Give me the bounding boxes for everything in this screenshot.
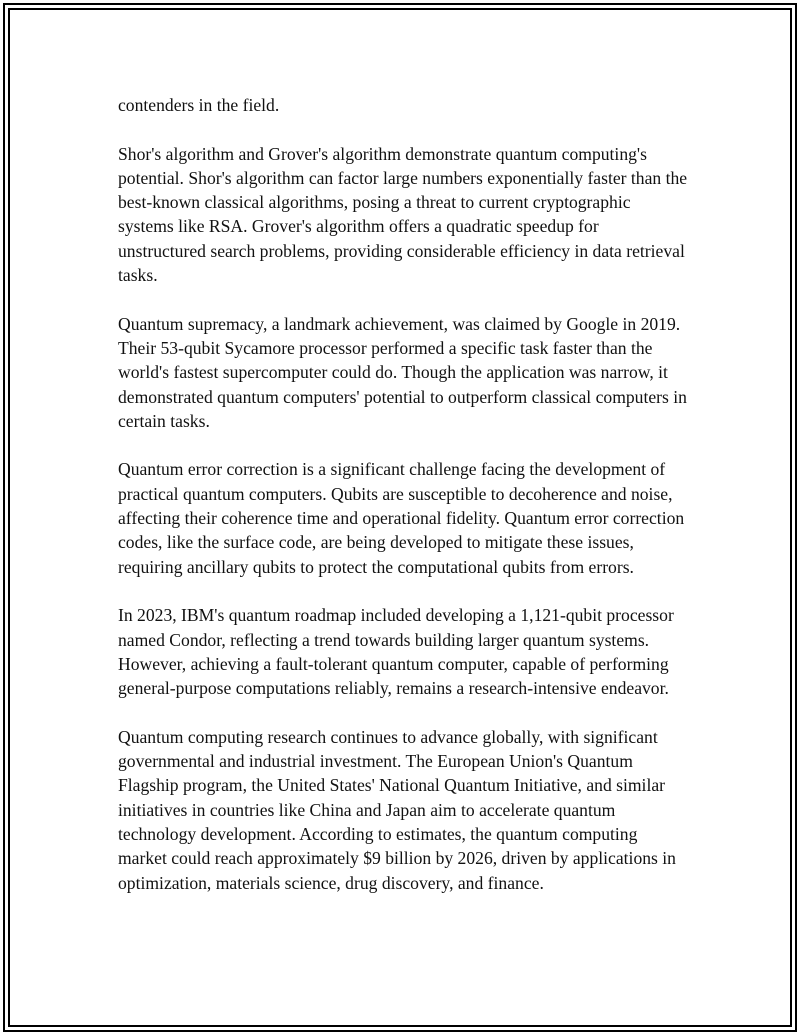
- paragraph-supremacy: Quantum supremacy, a landmark achievement, was claimed by Google in 2019. Their 53-qubit Sycamore processor performed a specific task faster than the world's fastest supercomputer could do. Though the application was narrow, it demonstrated quantum computers' potential to outperform classical computers in certain tasks.: [118, 313, 687, 431]
- document-body: [118, 93, 690, 919]
- paragraph-ibm-roadmap: In 2023, IBM's quantum roadmap included developing a 1,121-qubit processor named Condor, reflecting a trend towards building larger quantum systems. However, achieving a fault-tolerant quantum computer, capable of performing general-purpose computations reliably, remains a research-intensive endeavor.: [118, 605, 674, 699]
- paragraph-algorithms: Shor's algorithm and Grover's algorithm demonstrate quantum computing's potential. Shor's algorithm can factor large numbers exponentially faster than the best-known classical algorithms, posing a threat to current cryptographic systems like RSA. Grover's algorithm offers a quadratic speedup for unstructured search problems, providing considerable efficiency in data retrieval tasks.: [118, 143, 688, 286]
- paragraph-error-correction: Quantum error correction is a significant challenge facing the development of practical quantum computers. Qubits are susceptible to decoherence and noise, affecting their coherence time and operational fidelity. Quantum error correction codes, like the surface code, are being developed to mitigate these issues, requiring ancillary qubits to protect the computational qubits from errors.: [118, 459, 685, 577]
- paragraph-research-investment: Quantum computing research continues to advance globally, with significant governmental and industrial investment. The European Union's Quantum Flagship program, the United States' National Quantum Initiative, and similar initiatives in countries like China and Japan aim to accelerate quantum technology development. According to estimates, the quantum computing market could reach approximately $9 billion by 2026, driven by applications in optimization, materials science, drug discovery, and finance.: [118, 726, 676, 893]
- paragraph-continuation: contenders in the field.: [118, 95, 280, 115]
